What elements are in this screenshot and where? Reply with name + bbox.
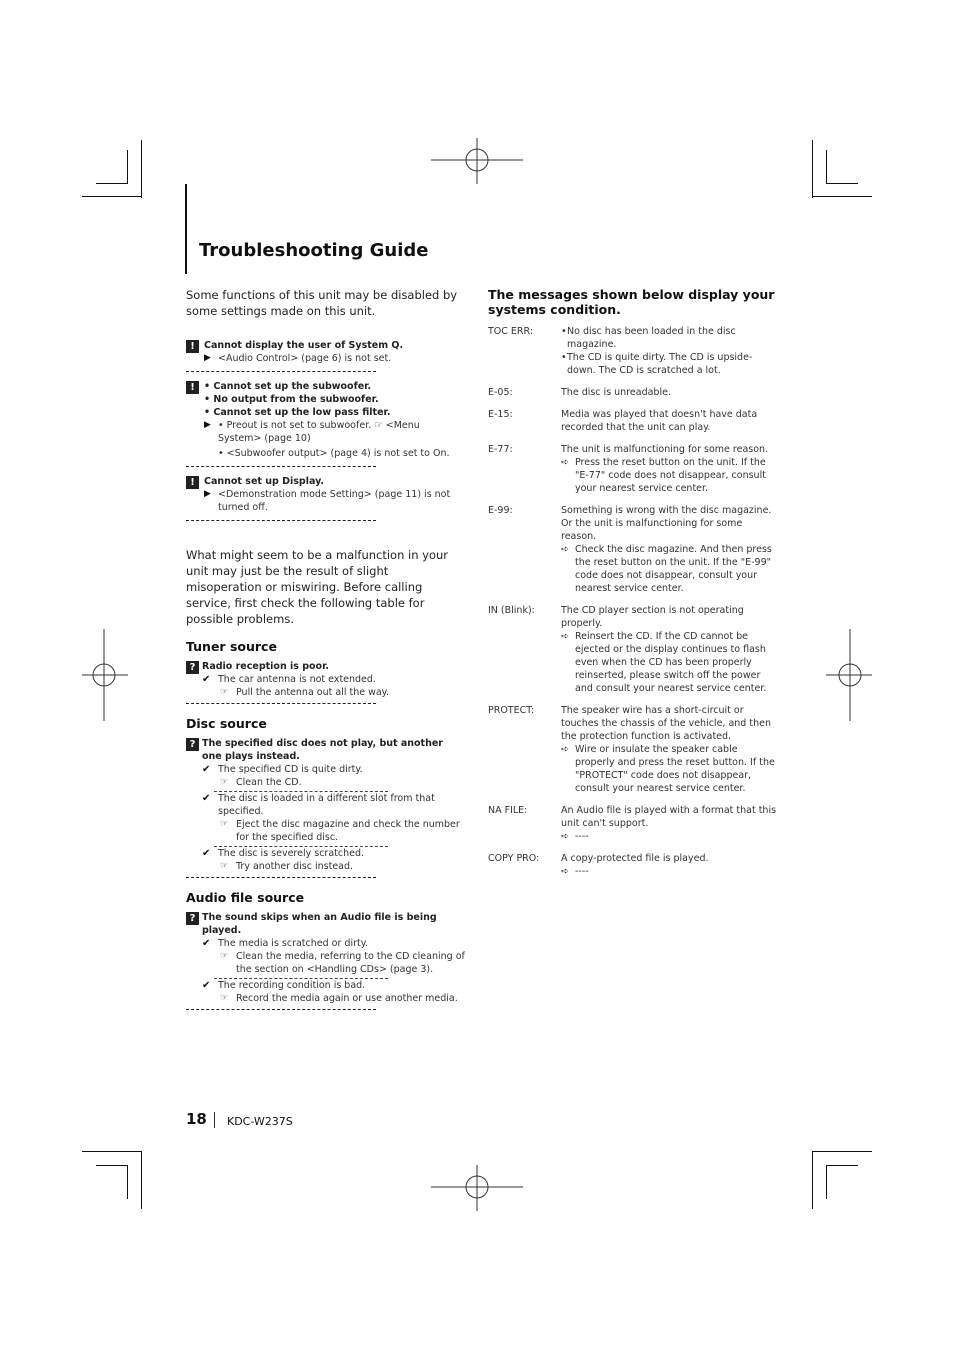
caution-body: • <Subwoofer output> (page 4) is not set to On. [218,448,450,459]
arrow-icon: ➪ [561,631,569,642]
crop-mark [826,183,858,184]
remedy-text: Try another disc instead. [236,861,354,872]
message-desc: Media was played that doesn't have data recorded that the unit can play. [561,409,758,433]
intro-text: What might seem to be a malfunction in your unit may just be the result of slight misoperation or miswiring. Before calling service, first check the following table for possible problems. [186,548,449,626]
intro-text: Some functions of this unit may be disabled by some settings made on this unit. [186,288,458,318]
message-desc: A copy-protected file is played. [561,853,709,864]
caution-body: <Demonstration mode Setting> (page 11) is not turned off. [218,489,451,513]
messages-heading: The messages shown below display your systems condition. [488,287,775,317]
dashed-divider [186,520,376,521]
crop-mark [141,140,142,198]
message-action: Check the disc magazine. And then press the reset button on the unit. If the "E-99" code does not disappear, consult your nearest service center. [575,544,772,594]
registration-crosshair-icon [82,629,128,721]
check-icon: ✔ [202,848,211,859]
crop-mark [127,150,128,184]
arrow-icon: ➪ [561,831,569,842]
caution-body: <Audio Control> (page 6) is not set. [218,353,392,364]
caution-heading: • Cannot set up the low pass filter. [204,407,391,418]
cause-text: The recording condition is bad. [218,980,366,991]
question-icon: ? [186,738,199,751]
message-row [488,804,778,843]
caution-block [186,339,466,372]
right-column [488,287,778,887]
crop-mark [812,196,872,197]
message-bullet: • No disc has been loaded in the disc magazine. [561,325,778,351]
cause-text: The media is scratched or dirty. [218,938,368,949]
crop-mark [82,1151,142,1152]
caution-heading: • No output from the subwoofer. [204,394,379,405]
model-name: KDC-W237S [227,1115,293,1128]
crop-mark [812,140,813,198]
message-bullet: • The CD is quite dirty. The CD is upside-down. The CD is scratched a lot. [561,351,778,377]
page-number: 18 [186,1110,207,1128]
caution-block [186,475,466,521]
message-code: E-99: [488,505,513,516]
crop-mark [96,183,128,184]
message-desc: The disc is unreadable. [561,387,671,398]
message-row [488,704,778,795]
cause-text: The specified CD is quite dirty. [218,764,363,775]
message-desc: The speaker wire has a short-circuit or touches the chassis of the vehicle, and then the protection function is activated. [561,705,771,742]
arrow-icon: ➪ [561,457,569,468]
left-column [186,287,466,1010]
registration-crosshair-icon [826,629,872,721]
page-title: Troubleshooting Guide [199,240,429,261]
message-row [488,408,778,434]
message-action: ---- [575,831,589,842]
message-code: E-77: [488,444,513,455]
caution-block [186,380,466,467]
remedy-text: Record the media again or use another media. [236,993,458,1004]
message-action: Wire or insulate the speaker cable properly and press the reset button. If the "PROTECT" code does not disappear, consult your nearest service center. [575,744,775,794]
message-code: NA FILE: [488,805,528,816]
message-code: COPY PRO: [488,853,540,864]
remedy-text: Eject the disc magazine and check the number for the specified disc. [236,819,460,843]
problem-heading: The specified disc does not play, but another one plays instead. [202,738,443,762]
remedy-text: Clean the CD. [236,777,302,788]
dashed-divider [186,703,376,704]
message-row [488,325,778,377]
message-action: ---- [575,866,589,877]
question-icon: ? [186,661,199,674]
message-row [488,443,778,495]
arrow-icon: ➪ [561,866,569,877]
crop-mark [141,1151,142,1209]
caution-icon: ! [186,340,199,353]
dashed-divider [186,877,376,878]
question-icon: ? [186,912,199,925]
message-code: IN (Blink): [488,605,535,616]
caution-heading: Cannot set up Display. [204,476,325,487]
check-icon: ✔ [202,938,211,949]
crop-mark [812,1151,872,1152]
message-row [488,852,778,878]
check-icon: ✔ [202,793,211,804]
crop-mark [96,1165,128,1166]
crop-mark [826,1165,858,1166]
check-icon: ✔ [202,674,211,685]
section-title-tuner: Tuner source [186,639,277,654]
message-code: PROTECT: [488,705,535,716]
triangle-icon: ▶ [204,353,211,363]
remedy-icon: ☞ [220,687,229,697]
message-action: Reinsert the CD. If the CD cannot be ejected or the display continues to flash even when the CD has been properly reinserted, please switch off the power and consult your nearest service center. [575,631,767,694]
footer-divider [214,1112,215,1128]
message-action: Press the reset button on the unit. If the "E-77" code does not disappear, consult your nearest service center. [575,457,766,494]
remedy-icon: ☞ [220,861,229,871]
arrow-icon: ➪ [561,744,569,755]
title-rule [185,184,187,274]
message-row [488,386,778,399]
problem-heading: The sound skips when an Audio file is being played. [202,912,437,936]
registration-crosshair-icon [431,138,523,184]
message-code: E-15: [488,409,513,420]
caution-icon: ! [186,476,199,489]
message-desc: The CD player section is not operating properly. [561,605,744,629]
check-icon: ✔ [202,764,211,775]
message-code: E-05: [488,387,513,398]
section-title-disc: Disc source [186,716,267,731]
crop-mark [127,1165,128,1199]
caution-heading: • Cannot set up the subwoofer. [204,381,372,392]
section-title-audio: Audio file source [186,890,305,905]
registration-crosshair-icon [431,1165,523,1211]
message-desc: An Audio file is played with a format that this unit can't support. [561,805,777,829]
check-icon: ✔ [202,980,211,991]
message-row [488,504,778,595]
caution-heading: Cannot display the user of System Q. [204,340,404,351]
cause-text: The disc is severely scratched. [218,848,365,859]
message-row [488,604,778,695]
problem-block [186,911,466,1010]
crop-mark [826,150,827,184]
caution-body: • Preout is not set to subwoofer. ☞ <Menu System> (page 10) [218,420,420,444]
dashed-divider [186,466,376,467]
dashed-divider [186,371,376,372]
problem-heading: Radio reception is poor. [202,661,330,672]
arrow-icon: ➪ [561,544,569,555]
cause-text: The car antenna is not extended. [218,674,376,685]
remedy-text: Clean the media, referring to the CD cleaning of the section on <Handling CDs> (page 3). [236,951,465,975]
remedy-icon: ☞ [220,993,229,1003]
message-code: TOC ERR: [488,326,534,337]
remedy-icon: ☞ [220,819,229,829]
problem-block [186,660,466,704]
remedy-text: Pull the antenna out all the way. [236,687,389,698]
message-desc: The unit is malfunctioning for some reason. [561,444,769,455]
crop-mark [812,1151,813,1209]
cause-text: The disc is loaded in a different slot from that specified. [218,793,435,817]
problem-block [186,737,466,878]
caution-icon: ! [186,381,199,394]
message-desc: Something is wrong with the disc magazine. Or the unit is malfunctioning for some reason. [561,505,772,542]
remedy-icon: ☞ [220,777,229,787]
dashed-divider [186,1009,376,1010]
crop-mark [826,1165,827,1199]
remedy-icon: ☞ [220,951,229,961]
triangle-icon: ▶ [204,489,211,499]
triangle-icon: ▶ [204,420,211,430]
crop-mark [82,196,142,197]
